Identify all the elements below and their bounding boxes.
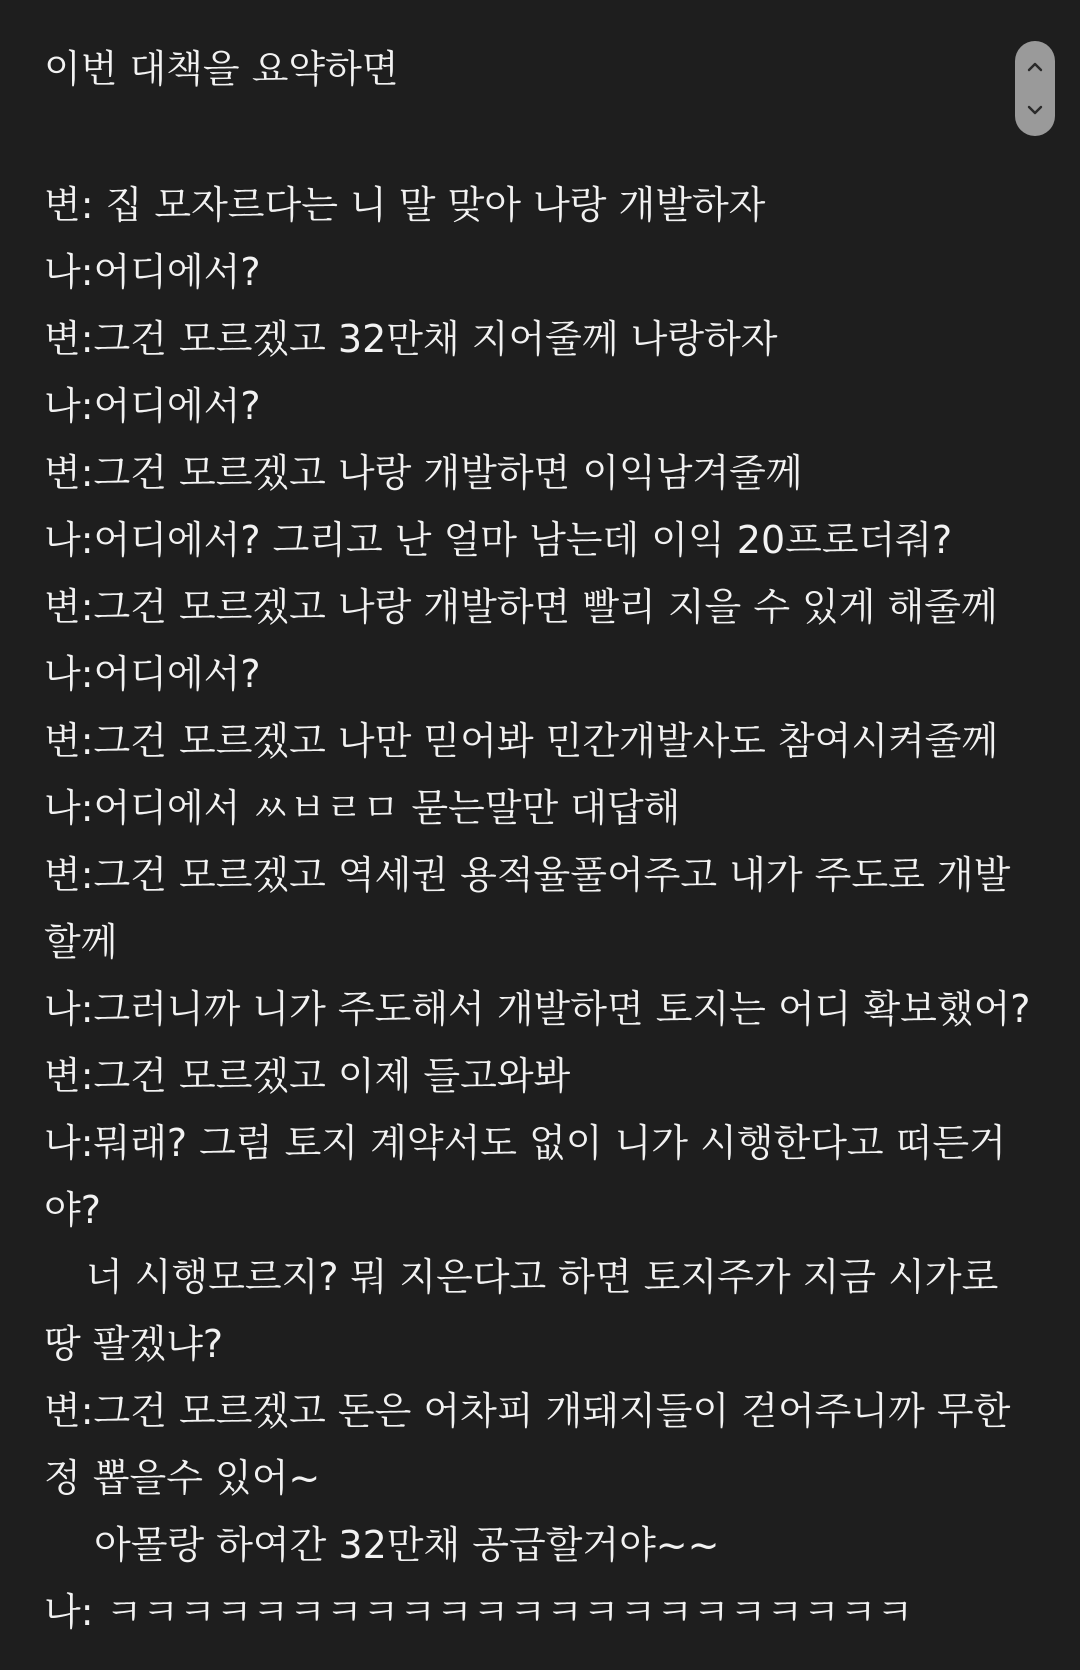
post-line-8: 나:어디에서? (44, 652, 261, 696)
post-line-15: 나:뭐래? 그럼 토지 계약서도 없이 니가 시행한다고 떠든거 (44, 1121, 1006, 1165)
post-line-21: 아몰랑 하여간 32만채 공급할거야~~ (94, 1523, 720, 1567)
post-line-13: 나:그러니까 니가 주도해서 개발하면 토지는 어디 확보했어? (44, 987, 1031, 1031)
scroll-control (1015, 41, 1055, 136)
post-line-16: 야? (44, 1188, 101, 1232)
post-title: 이번 대책을 요약하면 (44, 47, 399, 91)
post-line-14: 변:그건 모르겠고 이제 들고와봐 (44, 1054, 571, 1098)
post-line-19: 변:그건 모르겠고 돈은 어차피 개돼지들이 걷어주니까 무한 (44, 1389, 1011, 1433)
post-line-17: 너 시행모르지? 뭐 지은다고 하면 토지주가 지금 시가로 (86, 1255, 999, 1299)
post-line-20: 정 뽑을수 있어~ (44, 1456, 321, 1500)
post-line-7: 변:그건 모르겠고 나랑 개발하면 빨리 지을 수 있게 해줄께 (44, 585, 998, 629)
post-line-11: 변:그건 모르겠고 역세권 용적율풀어주고 내가 주도로 개발 (44, 853, 1011, 897)
chevron-up-icon (1025, 57, 1045, 77)
post-lines (44, 172, 1034, 1646)
post-line-2: 나:어디에서? (44, 250, 261, 294)
post-line-4: 나:어디에서? (44, 384, 261, 428)
post-line-9: 변:그건 모르겠고 나만 믿어봐 민간개발사도 참여시켜줄께 (44, 719, 999, 763)
post-line-10: 나:어디에서 ㅆㅂㄹㅁ 묻는말만 대답해 (44, 786, 681, 830)
scroll-down-button[interactable] (1015, 90, 1055, 130)
post-line-18: 땅 팔겠냐? (44, 1322, 224, 1366)
post-line-22: 나: ㅋㅋㅋㅋㅋㅋㅋㅋㅋㅋㅋㅋㅋㅋㅋㅋㅋㅋㅋㅋㅋㅋ (44, 1590, 914, 1634)
post-line-1: 변: 집 모자르다는 니 말 맞아 나랑 개발하자 (44, 183, 766, 227)
post-line-5: 변:그건 모르겠고 나랑 개발하면 이익남겨줄께 (44, 451, 803, 495)
post-line-3: 변:그건 모르겠고 32만채 지어줄께 나랑하자 (44, 317, 778, 361)
post-line-12: 할께 (44, 920, 118, 964)
post-line-6: 나:어디에서? 그리고 난 얼마 남는데 이익 20프로더줘? (44, 518, 953, 562)
chevron-down-icon (1025, 100, 1045, 120)
scroll-up-button[interactable] (1015, 47, 1055, 87)
